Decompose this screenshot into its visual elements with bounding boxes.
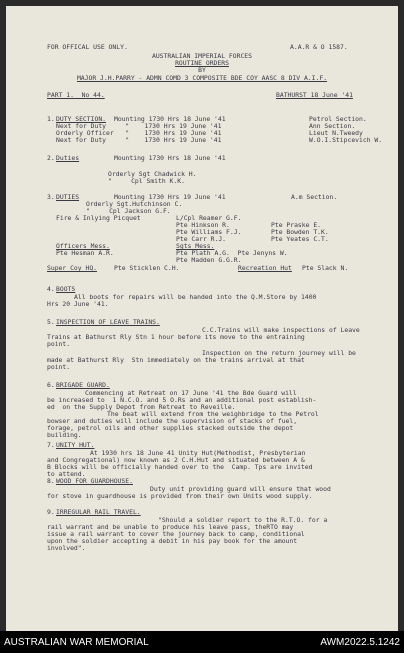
order-text: point.: [47, 340, 71, 348]
footer-accession-number: AWM2022.5.1242: [320, 637, 400, 648]
section-text: Mounting 1730 Hrs 18 June '41: [114, 154, 226, 162]
duty-row-assignee: Petrol Section.: [309, 115, 367, 123]
by-line: BY: [198, 66, 206, 74]
order-text: Duty unit providing guard will ensure that wood: [150, 485, 331, 493]
document-title: ROUTINE ORDERS: [175, 59, 229, 67]
order-text: point.: [47, 363, 71, 371]
section-text: Mounting 1730 Hrs 19 June '41: [114, 193, 226, 201]
order-text: B Blocks will be officially handed over to the Camp. Tps are invited: [47, 463, 313, 471]
section-number: 9.: [47, 508, 55, 516]
order-text: ed on the Supply Depot from Retreat to Reveille.: [47, 403, 236, 411]
order-text: "Should a soldier report to the R.T.O. for a: [158, 516, 328, 524]
organisation: AUSTRALIAN IMPERIAL FORCES: [151, 52, 253, 60]
classification: FOR OFFICAL USE ONLY.: [47, 43, 128, 51]
order-text: forage, petrol oils and other supplies stacked outside the depot: [47, 424, 294, 432]
orderly-sergeant: Orderly Sgt.Hutchinson C.: [86, 200, 183, 208]
section-title: Duties: [56, 154, 80, 162]
section-number: 4.: [47, 285, 55, 293]
picquet-label: Fire & Inlying Picquet: [56, 214, 141, 222]
order-text: Hrs 20 June '41.: [47, 300, 109, 308]
part-number: PART 1. No 44.: [47, 91, 105, 99]
picquet-member: Pte Yeates C.T.: [271, 235, 329, 243]
section-title: BOOTS: [56, 285, 76, 293]
section-title: IRREGULAR RAIL TRAVEL.: [56, 508, 141, 516]
order-text: made at Bathurst Rly Stn immediately on the trains arrival at that: [47, 356, 305, 364]
order-text: The beat will extend from the weighbridge to the Petrol: [107, 410, 319, 418]
section-title: UNITY HUT.: [56, 441, 95, 449]
super-coy-label: Super Coy HQ.: [47, 264, 98, 272]
order-text: building.: [47, 431, 82, 439]
order-text: Commencing at Retreat on 17 June '41 the Bde Guard will: [85, 389, 297, 397]
order-text: upon the soldier accepting a debit in his pay book for the amount: [47, 537, 298, 545]
order-text: be increased to 1 N.C.O. and 5 O.Rs and an additional post establish-: [47, 396, 317, 404]
officers-mess-label: Officers Mess.: [56, 242, 110, 250]
officers-mess-member: Pte Hesman A.R.: [56, 249, 114, 257]
order-text: bowser and duties will include the supervision of stacks of fuel,: [47, 417, 298, 425]
section-number: 3.: [47, 193, 55, 201]
picquet-member: Pte Praske E.: [271, 221, 322, 229]
order-text: At 1930 hrs 18 June 41 Unity Hut(Methodist, Presbyterian: [90, 449, 306, 457]
section-number: 7.: [47, 441, 55, 449]
section-title: BRIGADE GUARD.: [56, 381, 110, 389]
order-text: C.C.Trains will make inspections of Leave: [202, 326, 360, 334]
order-text: Inspection on the return journey will be: [202, 349, 356, 357]
order-text: to attend.: [47, 470, 86, 478]
super-coy-member: Pte Sticklen C.H.: [114, 264, 180, 272]
recreation-hut-label: Recreation Hut: [238, 264, 292, 272]
sgts-mess-label: Sgts Mess.: [176, 242, 215, 250]
section-assignment: A.m Section.: [291, 193, 338, 201]
order-text: involved".: [47, 544, 86, 552]
picquet-member: Pte Williams F.J.: [176, 228, 242, 236]
sgts-mess-member: Pte Madden G.G.R.: [176, 256, 242, 264]
section-title: DUTIES: [56, 193, 80, 201]
form-reference: A.A.R & O 1587.: [290, 43, 348, 51]
document-page: [6, 6, 398, 631]
section-number: 2.: [47, 154, 55, 162]
order-text: and Congregational) now known as 2 C.H.Hut and situated between A &: [47, 456, 305, 464]
picquet-member: Pte Hinkson R.: [176, 221, 230, 229]
section-title: DUTY SECTION.: [56, 115, 107, 123]
recreation-hut-member: Pte Slack N.: [302, 264, 349, 272]
duty-row-role: Next for Duty " 1730 Hrs 19 June '41: [56, 136, 222, 144]
footer-institution: AUSTRALIAN WAR MEMORIAL: [4, 637, 149, 648]
commander-line: MAJOR J.H.PARRY - ADMN COMD 3 COMPOSITE BDE COY AASC 8 DIV A.I.F.: [76, 74, 328, 82]
place-date: BATHURST 18 June '41: [276, 91, 353, 99]
duty-row-assignee: W.O.I.Stipcevich W.: [309, 136, 383, 144]
duty-row-assignee: Lieut N.Tweedy: [309, 129, 363, 137]
order-text: issue a rail warrant to cover the journey back to camp, conditional: [47, 530, 305, 538]
duty-row-role: Mounting 1730 Hrs 18 June '41: [114, 115, 226, 123]
section-number: 1.: [47, 115, 55, 123]
orderly-sergeant: Orderly Sgt Chadwick H.: [108, 170, 197, 178]
picquet-lcpl: L/Cpl Reamer G.F.: [176, 214, 242, 222]
orderly-corporal: " Cpl Smith K.K.: [108, 177, 185, 185]
sgts-mess-members: Pte Plath A.G. Pte Jenyns W.: [176, 249, 288, 257]
order-text: All boots for repairs will be handed into the Q.M.Store by 1400: [74, 293, 317, 301]
section-number: 8.: [47, 477, 55, 485]
section-title: INSPECTION OF LEAVE TRAINS.: [56, 318, 160, 326]
order-text: for stove in guardhouse is provided from their own Units wood supply.: [47, 492, 313, 500]
picquet-member: Pte Bowden T.K.: [271, 228, 329, 236]
order-text: Trains at Bathurst Rly Stn 1 hour before its move to the entraining: [47, 333, 305, 341]
picquet-member: Pte Carr R.J.: [176, 235, 227, 243]
duty-row-role: Next for Duty " 1730 Hrs 19 June '41: [56, 122, 222, 130]
duty-row-role: Orderly Officer " 1730 Hrs 19 June '41: [56, 129, 222, 137]
section-number: 5.: [47, 318, 55, 326]
order-text: rail warrant and be unable to produce his leave pass, theRTO may: [47, 523, 294, 531]
section-title: WOOD FOR GUARDHOUSE.: [56, 477, 133, 485]
orderly-corporal: " Cpl Jackson G.F.: [86, 207, 171, 215]
archive-footer: [0, 631, 404, 653]
duty-row-assignee: Ann Section.: [309, 122, 356, 130]
section-number: 6.: [47, 381, 55, 389]
